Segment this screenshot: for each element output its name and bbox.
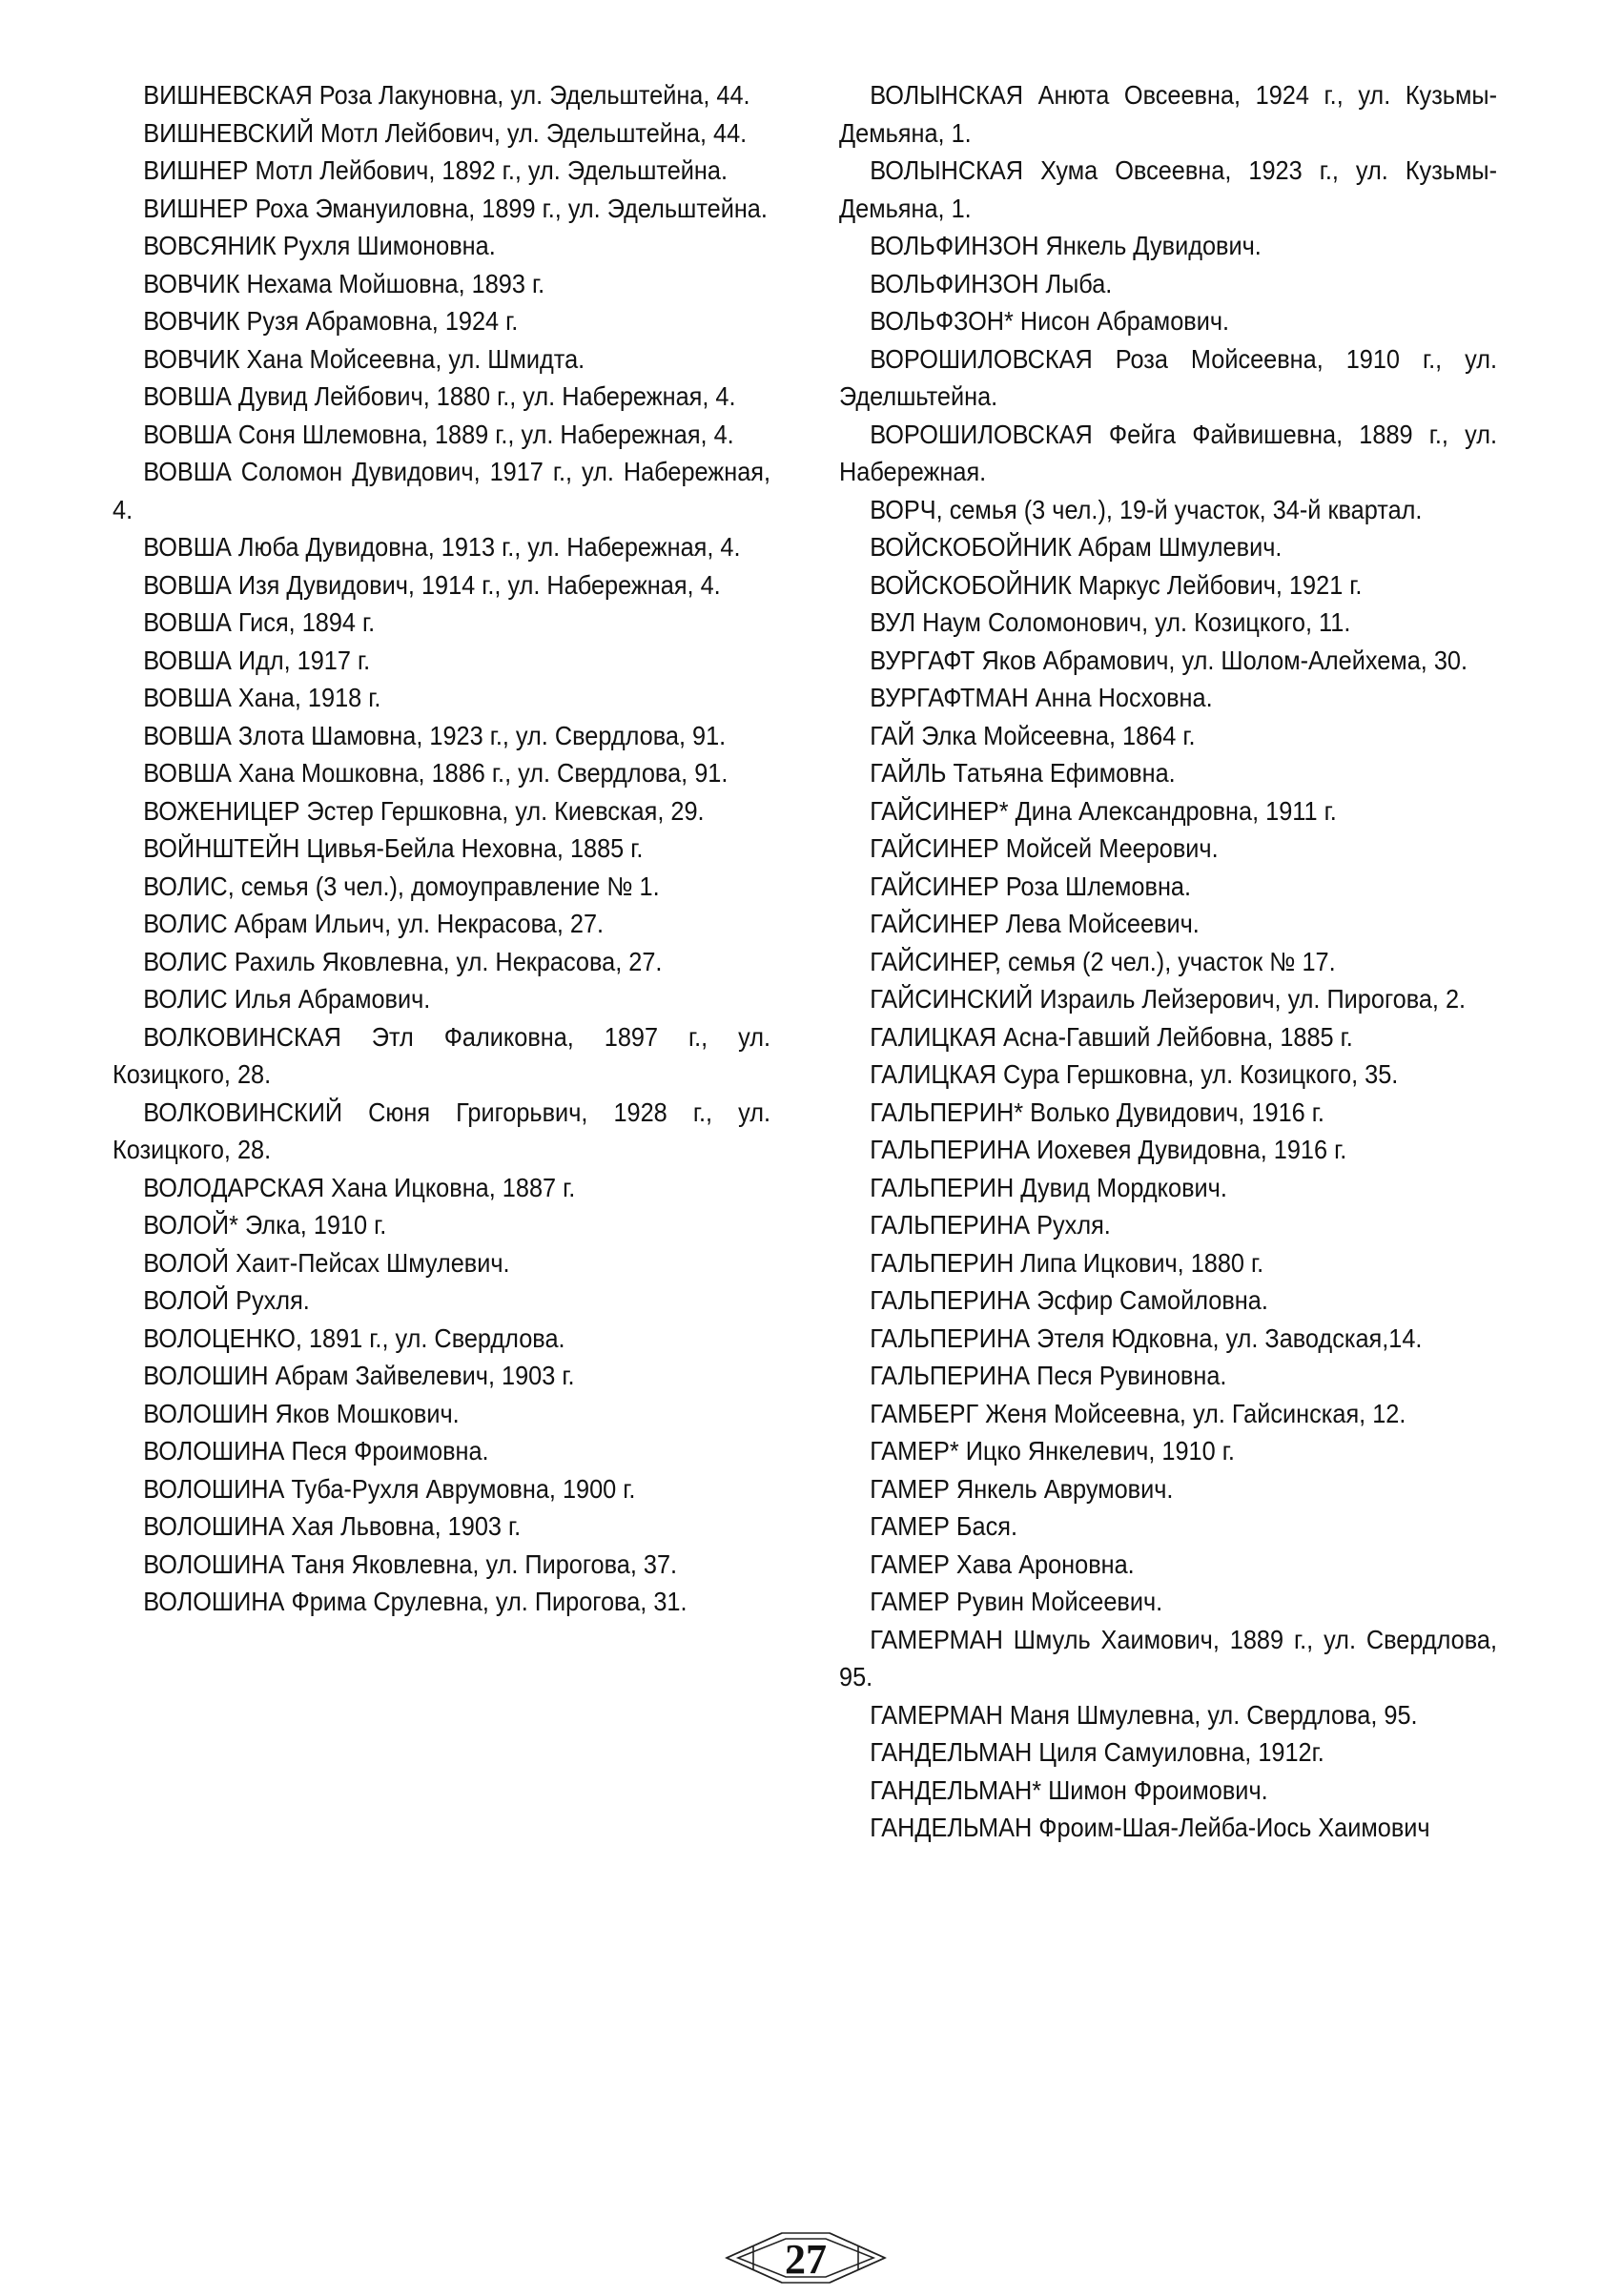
list-item: ВОЙСКОБОЙНИК Абрам Шмулевич. <box>870 532 1283 562</box>
list-item: ВОЛИС Абрам Ильич, ул. Некрасова, 27. <box>143 909 605 938</box>
list-item: ВИШНЕВСКИЙ Мотл Лейбович, ул. Эдельштейна, 44. <box>143 117 748 148</box>
list-item: ВОЛКОВИНСКАЯ Этл Фаликовна, 1897 г., ул. Козицкого, 28. <box>113 1021 770 1089</box>
list-item: ВОВЧИК Нехама Мойшовна, 1893 г. <box>143 268 545 298</box>
list-item: ВОЛКОВИНСКИЙ Сюня Григорьвич, 1928 г., ул. Козицкого, 28. <box>113 1097 770 1164</box>
list-item: ГАЙСИНЕР Лева Мойсеевич. <box>870 909 1200 938</box>
list-item: ГАМЕР Рувин Мойсеевич. <box>870 1587 1163 1616</box>
list-item: ГАЛЬПЕРИНА Иохевея Дувидовна, 1916 г. <box>870 1135 1347 1164</box>
list-item: ВОВША Хана, 1918 г. <box>143 683 381 712</box>
list-item: ГАЙЛЬ Татьяна Ефимовна. <box>870 758 1176 788</box>
list-item: ВОЛЬФИНЗОН Янкель Дувидович. <box>870 231 1262 260</box>
page-number: 27 <box>785 2236 827 2283</box>
list-item: ВОЛИС Рахиль Яковлевна, ул. Некрасова, 27. <box>143 946 663 976</box>
list-item: ГАЛЬПЕРИНА Песя Рувиновна. <box>870 1361 1227 1390</box>
list-item: ВИШНЕВСКАЯ Роза Лакуновна, ул. Эдельштейна, 44. <box>143 80 750 110</box>
list-item: ВОЛЬФИНЗОН Лыба. <box>870 268 1113 298</box>
list-item: ВОЛОШИН Абрам Зайвелевич, 1903 г. <box>143 1361 575 1390</box>
list-item: ВОЛОШИНА Песя Фроимовна. <box>143 1436 489 1466</box>
list-item: ВОЛОШИНА Туба-Рухля Аврумовна, 1900 г. <box>143 1473 636 1504</box>
list-item: ГАЙСИНСКИЙ Израиль Лейзерович, ул. Пирогова, 2. <box>870 984 1467 1014</box>
list-item: ВУЛ Наум Соломонович, ул. Козицкого, 11. <box>870 607 1351 637</box>
list-item: ВОЛОЙ Рухля. <box>143 1285 310 1315</box>
list-item: ГАЙСИНЕР Роза Шлемовна. <box>870 871 1192 901</box>
list-item: ВОЙНШТЕЙН Цивья-Бейла Нeховна, 1885 г. <box>143 833 644 863</box>
list-item: ВОВША Идл, 1917 г. <box>143 645 371 675</box>
list-item: ВОВША Хана Мошковна, 1886 г., ул. Свердлова, 91. <box>143 758 729 788</box>
list-item: ГАНДЕЛЬМАН Циля Самуиловна, 1912г. <box>870 1737 1324 1767</box>
list-item: ВОЛЬФЗОН* Нисон Абрамович. <box>870 306 1230 336</box>
list-item: ВОЛИС Илья Абрамович. <box>143 984 431 1014</box>
list-item: ГАМЕР Хава Ароновна. <box>870 1548 1135 1579</box>
list-item: ВОВША Гися, 1894 г. <box>143 607 376 637</box>
list-item: ВОВША Люба Дувидовна, 1913 г., ул. Набережная, 4. <box>143 532 741 562</box>
list-item: ВОРОШИЛОВСКАЯ Роза Мойсеевна, 1910 г., ул. Эделшьтейна. <box>839 343 1497 411</box>
list-item: ВОЛОШИНА Фрима Срулевна, ул. Пирогова, 31. <box>143 1587 688 1616</box>
list-item: ВУРГАФТМАН Анна Носховна. <box>870 683 1213 712</box>
list-item: ВОЛОШИН Яков Мошкович. <box>143 1398 460 1428</box>
list-item: ГАЛЬПЕРИНА Рухля. <box>870 1210 1111 1240</box>
list-item: ГАМЕРМАН Шмуль Хаимович, 1889 г., ул. Свердлова, 95. <box>839 1624 1497 1691</box>
list-item: ГАЙ Элка Мойсеевна, 1864 г. <box>870 720 1196 750</box>
list-item: ВУРГАФТ Яков Абрамович, ул. Шолом-Алейхема, 30. <box>870 645 1468 675</box>
list-item: ВОВША Злота Шамовна, 1923 г., ул. Свердлова, 91. <box>143 720 727 750</box>
list-item: ГАМЕР Бася. <box>870 1511 1017 1541</box>
list-item: ГАЛЬПЕРИНА Этеля Юдковна, ул. Заводская,14. <box>870 1322 1423 1353</box>
list-item: ВОЛОШИНА Хая Львовна, 1903 г. <box>143 1511 522 1541</box>
list-item: ВОРЧ, семья (3 чел.), 19-й участок, 34-й квартал. <box>870 494 1423 524</box>
list-item: ВОЛОДАРСКАЯ Хана Ицковна, 1887 г. <box>143 1172 576 1202</box>
list-item: ВОВЧИК Хана Мойсеевна, ул. Шмидта. <box>143 343 585 374</box>
list-item: ВОЖЕНИЦЕР Эстер Гершковна, ул. Киевская, 29. <box>143 795 705 826</box>
list-item: ВОЛОШИНА Таня Яковлевна, ул. Пирогова, 37. <box>143 1548 678 1579</box>
page-number-ornament <box>725 2229 887 2286</box>
list-item: ВИШНЕР Роха Эмануиловна, 1899 г., ул. Эдельштейна. <box>143 193 768 223</box>
right-column <box>839 76 1497 1847</box>
list-item: ГАЛЬПЕРИН Дувид Мордкович. <box>870 1172 1227 1202</box>
list-item: ВОВША Изя Дувидович, 1914 г., ул. Набережная, 4. <box>143 569 721 600</box>
list-item: ГАЛЬПЕРИНА Эсфир Самойловна. <box>870 1285 1268 1315</box>
list-item: ГАЙСИНЕР, семья (2 чел.), участок № 17. <box>870 946 1336 976</box>
list-item: ВОРОШИЛОВСКАЯ Фейга Файвишевна, 1889 г., ул. Набережная. <box>839 419 1497 486</box>
list-item: ГАЛИЦКАЯ Асна-Гавший Лейбовна, 1885 г. <box>870 1021 1353 1052</box>
list-item: ВОВША Соня Шлемовна, 1889 г., ул. Набережная, 4. <box>143 419 734 449</box>
list-item: ВОЛОЙ* Элка, 1910 г. <box>143 1210 387 1240</box>
list-item: ВОВША Соломон Дувидович, 1917 г., ул. Набережная, 4. <box>113 457 770 524</box>
list-item: ГАЙСИНЕР Мойсей Меерович. <box>870 833 1219 863</box>
list-item: ВОЛОЙ Хаит-Пейсах Шмулевич. <box>143 1247 510 1278</box>
list-item: ГАНДЕЛЬМАН Фроим-Шая-Лейба-Иось Хаимович <box>870 1813 1430 1842</box>
list-item: ГАЛИЦКАЯ Сура Гершковна, ул. Козицкого, 35. <box>870 1059 1399 1089</box>
list-item: ВОЛЫНСКАЯ Хума Овсеевна, 1923 г., ул. Кузьмы-Демьяна, 1. <box>839 155 1497 223</box>
list-item: ГАЛЬПЕРИН Липа Ицкович, 1880 г. <box>870 1247 1264 1278</box>
list-item: ВОВША Дувид Лейбович, 1880 г., ул. Набережная, 4. <box>143 381 736 411</box>
list-item: ВОЛЫНСКАЯ Анюта Овсеевна, 1924 г., ул. Кузьмы-Демьяна, 1. <box>839 80 1497 148</box>
list-item: ГАЙСИНЕР* Дина Александровна, 1911 г. <box>870 795 1337 826</box>
list-item: ГАМЕР* Ицко Янкелевич, 1910 г. <box>870 1436 1235 1466</box>
list-item: ВОЛИС, семья (3 чел.), домоуправление № 1. <box>143 871 660 901</box>
list-item: ВОВСЯНИК Рухля Шимоновна. <box>143 231 496 260</box>
list-item: ВОЛОЦЕНКО, 1891 г., ул. Свердлова. <box>143 1322 565 1353</box>
list-item: ГАМЕРМАН Маня Шмулевна, ул. Свердлова, 95. <box>870 1699 1418 1730</box>
left-column <box>113 76 770 1621</box>
list-item: ВИШНЕР Мотл Лейбович, 1892 г., ул. Эдельштейна. <box>143 155 728 185</box>
list-item: ГАМЕР Янкель Аврумович. <box>870 1473 1174 1504</box>
list-item: ВОЙСКОБОЙНИК Маркус Лейбович, 1921 г. <box>870 569 1363 600</box>
list-item: ВОВЧИК Рузя Абрамовна, 1924 г. <box>143 306 519 336</box>
list-item: ГАЛЬПЕРИН* Волько Дувидович, 1916 г. <box>870 1097 1324 1127</box>
list-item: ГАНДЕЛЬМАН* Шимон Фроимович. <box>870 1774 1268 1805</box>
list-item: ГАМБЕРГ Женя Мойсеевна, ул. Гайсинская, 12. <box>870 1398 1406 1428</box>
